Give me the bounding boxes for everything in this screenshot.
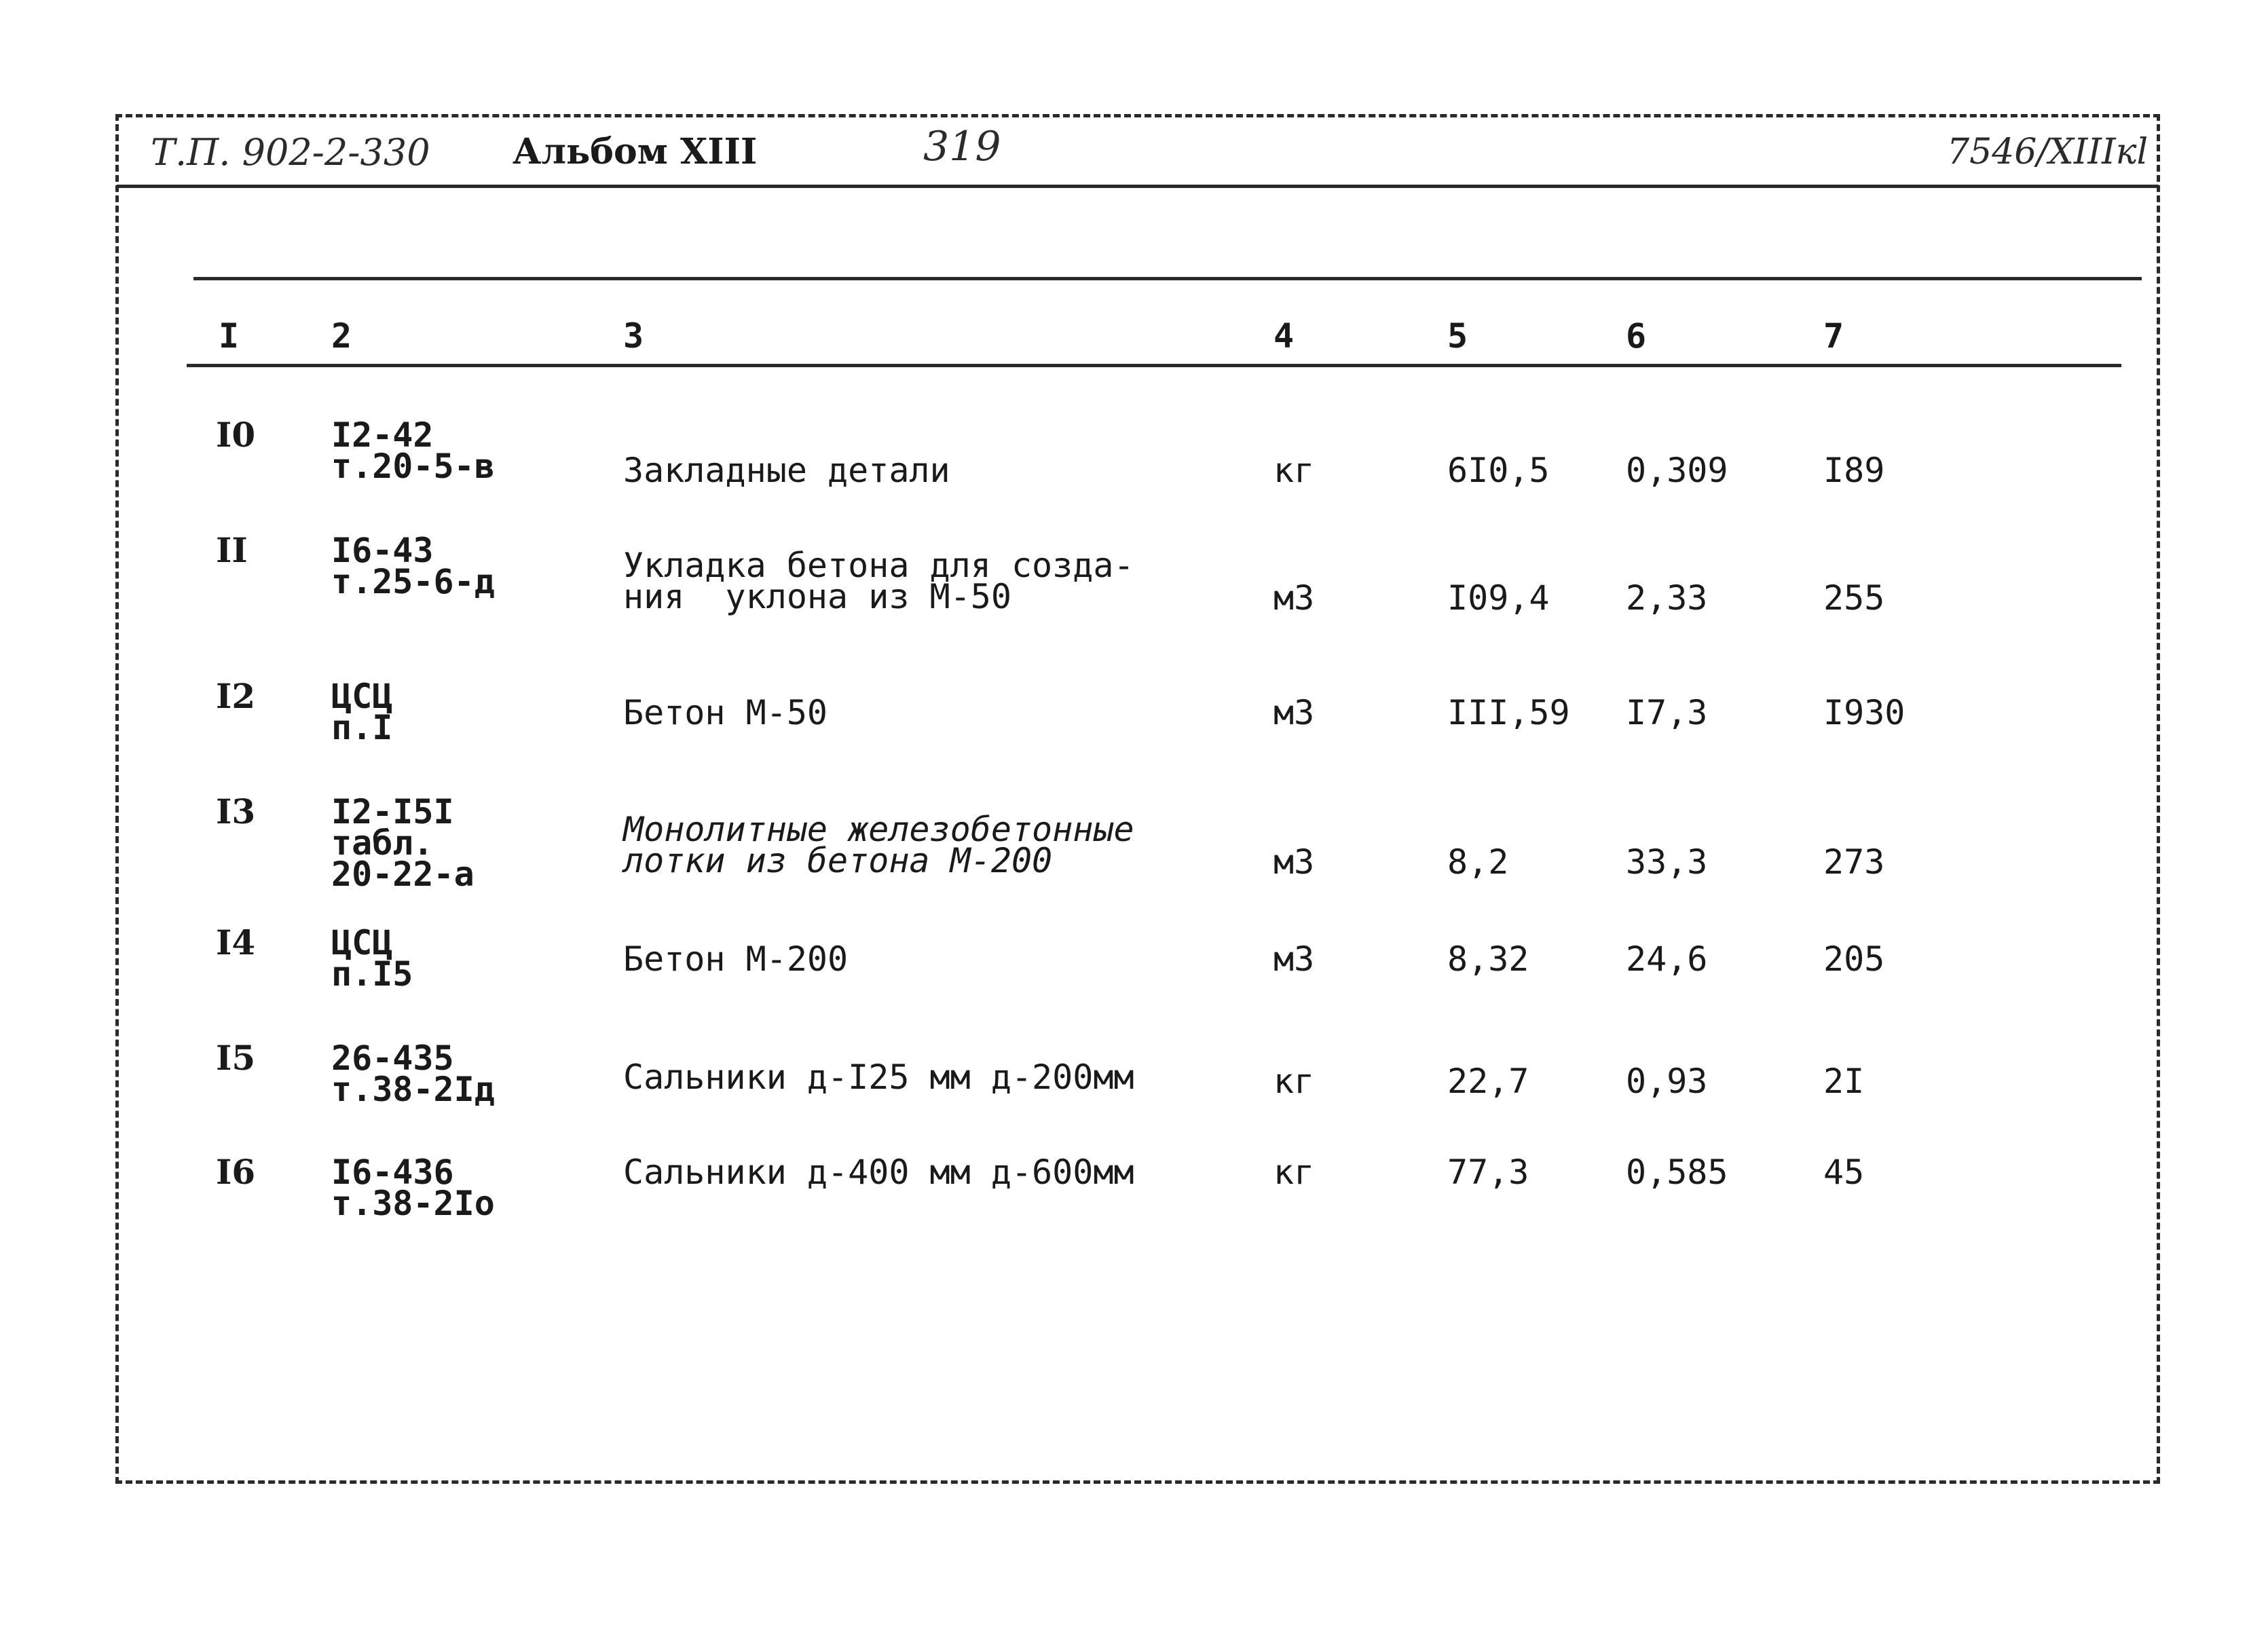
- column-number: 6: [1626, 316, 1647, 356]
- work-name: Укладка бетона для созда- ния уклона из М-50: [623, 546, 1134, 616]
- unit-price: 0,585: [1626, 1153, 1728, 1192]
- total-cost: 2I: [1823, 1062, 1865, 1101]
- sheet-number: 319: [923, 123, 1001, 170]
- quantity: 77,3: [1447, 1153, 1529, 1192]
- unit: м3: [1274, 939, 1315, 979]
- unit: кг: [1274, 451, 1315, 490]
- column-number: 2: [331, 316, 352, 356]
- total-cost: I89: [1823, 451, 1885, 490]
- quantity: 22,7: [1447, 1062, 1529, 1101]
- column-number: 3: [623, 316, 644, 356]
- row-number: I0: [216, 415, 256, 455]
- row-number: I4: [216, 922, 256, 962]
- total-cost: 45: [1823, 1153, 1865, 1192]
- unit: м3: [1274, 693, 1315, 732]
- quantity: I09,4: [1447, 578, 1550, 618]
- work-name: Монолитные железобетонные лотки из бетона М-200: [623, 810, 1134, 880]
- unit-price: 33,3: [1626, 842, 1708, 882]
- unit-price: 24,6: [1626, 939, 1708, 979]
- quantity: 8,2: [1447, 842, 1509, 882]
- unit-price: I7,3: [1626, 693, 1708, 732]
- norm-code: I6-43 т.25-6-д: [331, 531, 495, 601]
- column-number: I: [219, 316, 240, 356]
- unit: м3: [1274, 842, 1315, 882]
- album-label: Альбом XIII: [513, 131, 758, 172]
- row-number: I5: [216, 1038, 256, 1078]
- work-name: Закладные детали: [623, 451, 950, 490]
- norm-code: 26-435 т.38-2Iд: [331, 1039, 495, 1109]
- total-cost: 205: [1823, 939, 1885, 979]
- quantity: 8,32: [1447, 939, 1529, 979]
- unit: м3: [1274, 578, 1315, 618]
- row-number: I6: [216, 1152, 256, 1192]
- norm-code: I2-I5I табл. 20-22-а: [331, 792, 475, 894]
- title-block-divider: [117, 185, 2159, 188]
- norm-code: I6-436 т.38-2Io: [331, 1153, 495, 1223]
- inventory-number: 7546/XIIIкl: [1947, 132, 2149, 172]
- quantity: 6I0,5: [1447, 451, 1550, 490]
- total-cost: 255: [1823, 578, 1885, 618]
- work-name: Бетон М-200: [623, 939, 849, 979]
- unit: кг: [1274, 1062, 1315, 1101]
- work-name: Бетон М-50: [623, 693, 828, 732]
- project-code: Т.П. 902-2-330: [151, 131, 430, 174]
- table-top-rule: [193, 277, 2142, 280]
- table-header-rule: [187, 364, 2121, 367]
- norm-code: I2-42 т.20-5-в: [331, 415, 495, 486]
- column-number: 5: [1447, 316, 1468, 356]
- total-cost: 273: [1823, 842, 1885, 882]
- column-number: 7: [1823, 316, 1844, 356]
- unit: кг: [1274, 1153, 1315, 1192]
- norm-code: ЦСЦ п.I: [331, 677, 393, 747]
- unit-price: 2,33: [1626, 578, 1708, 618]
- quantity: III,59: [1447, 693, 1570, 732]
- row-number: I2: [216, 676, 256, 716]
- row-number: II: [216, 530, 248, 570]
- work-name: Сальники д-I25 мм д-200мм: [623, 1058, 1134, 1097]
- total-cost: I930: [1823, 693, 1906, 732]
- unit-price: 0,93: [1626, 1062, 1708, 1101]
- norm-code: ЦСЦ п.I5: [331, 923, 413, 994]
- work-name: Сальники д-400 мм д-600мм: [623, 1153, 1134, 1192]
- column-number: 4: [1274, 316, 1295, 356]
- row-number: I3: [216, 791, 256, 831]
- unit-price: 0,309: [1626, 451, 1728, 490]
